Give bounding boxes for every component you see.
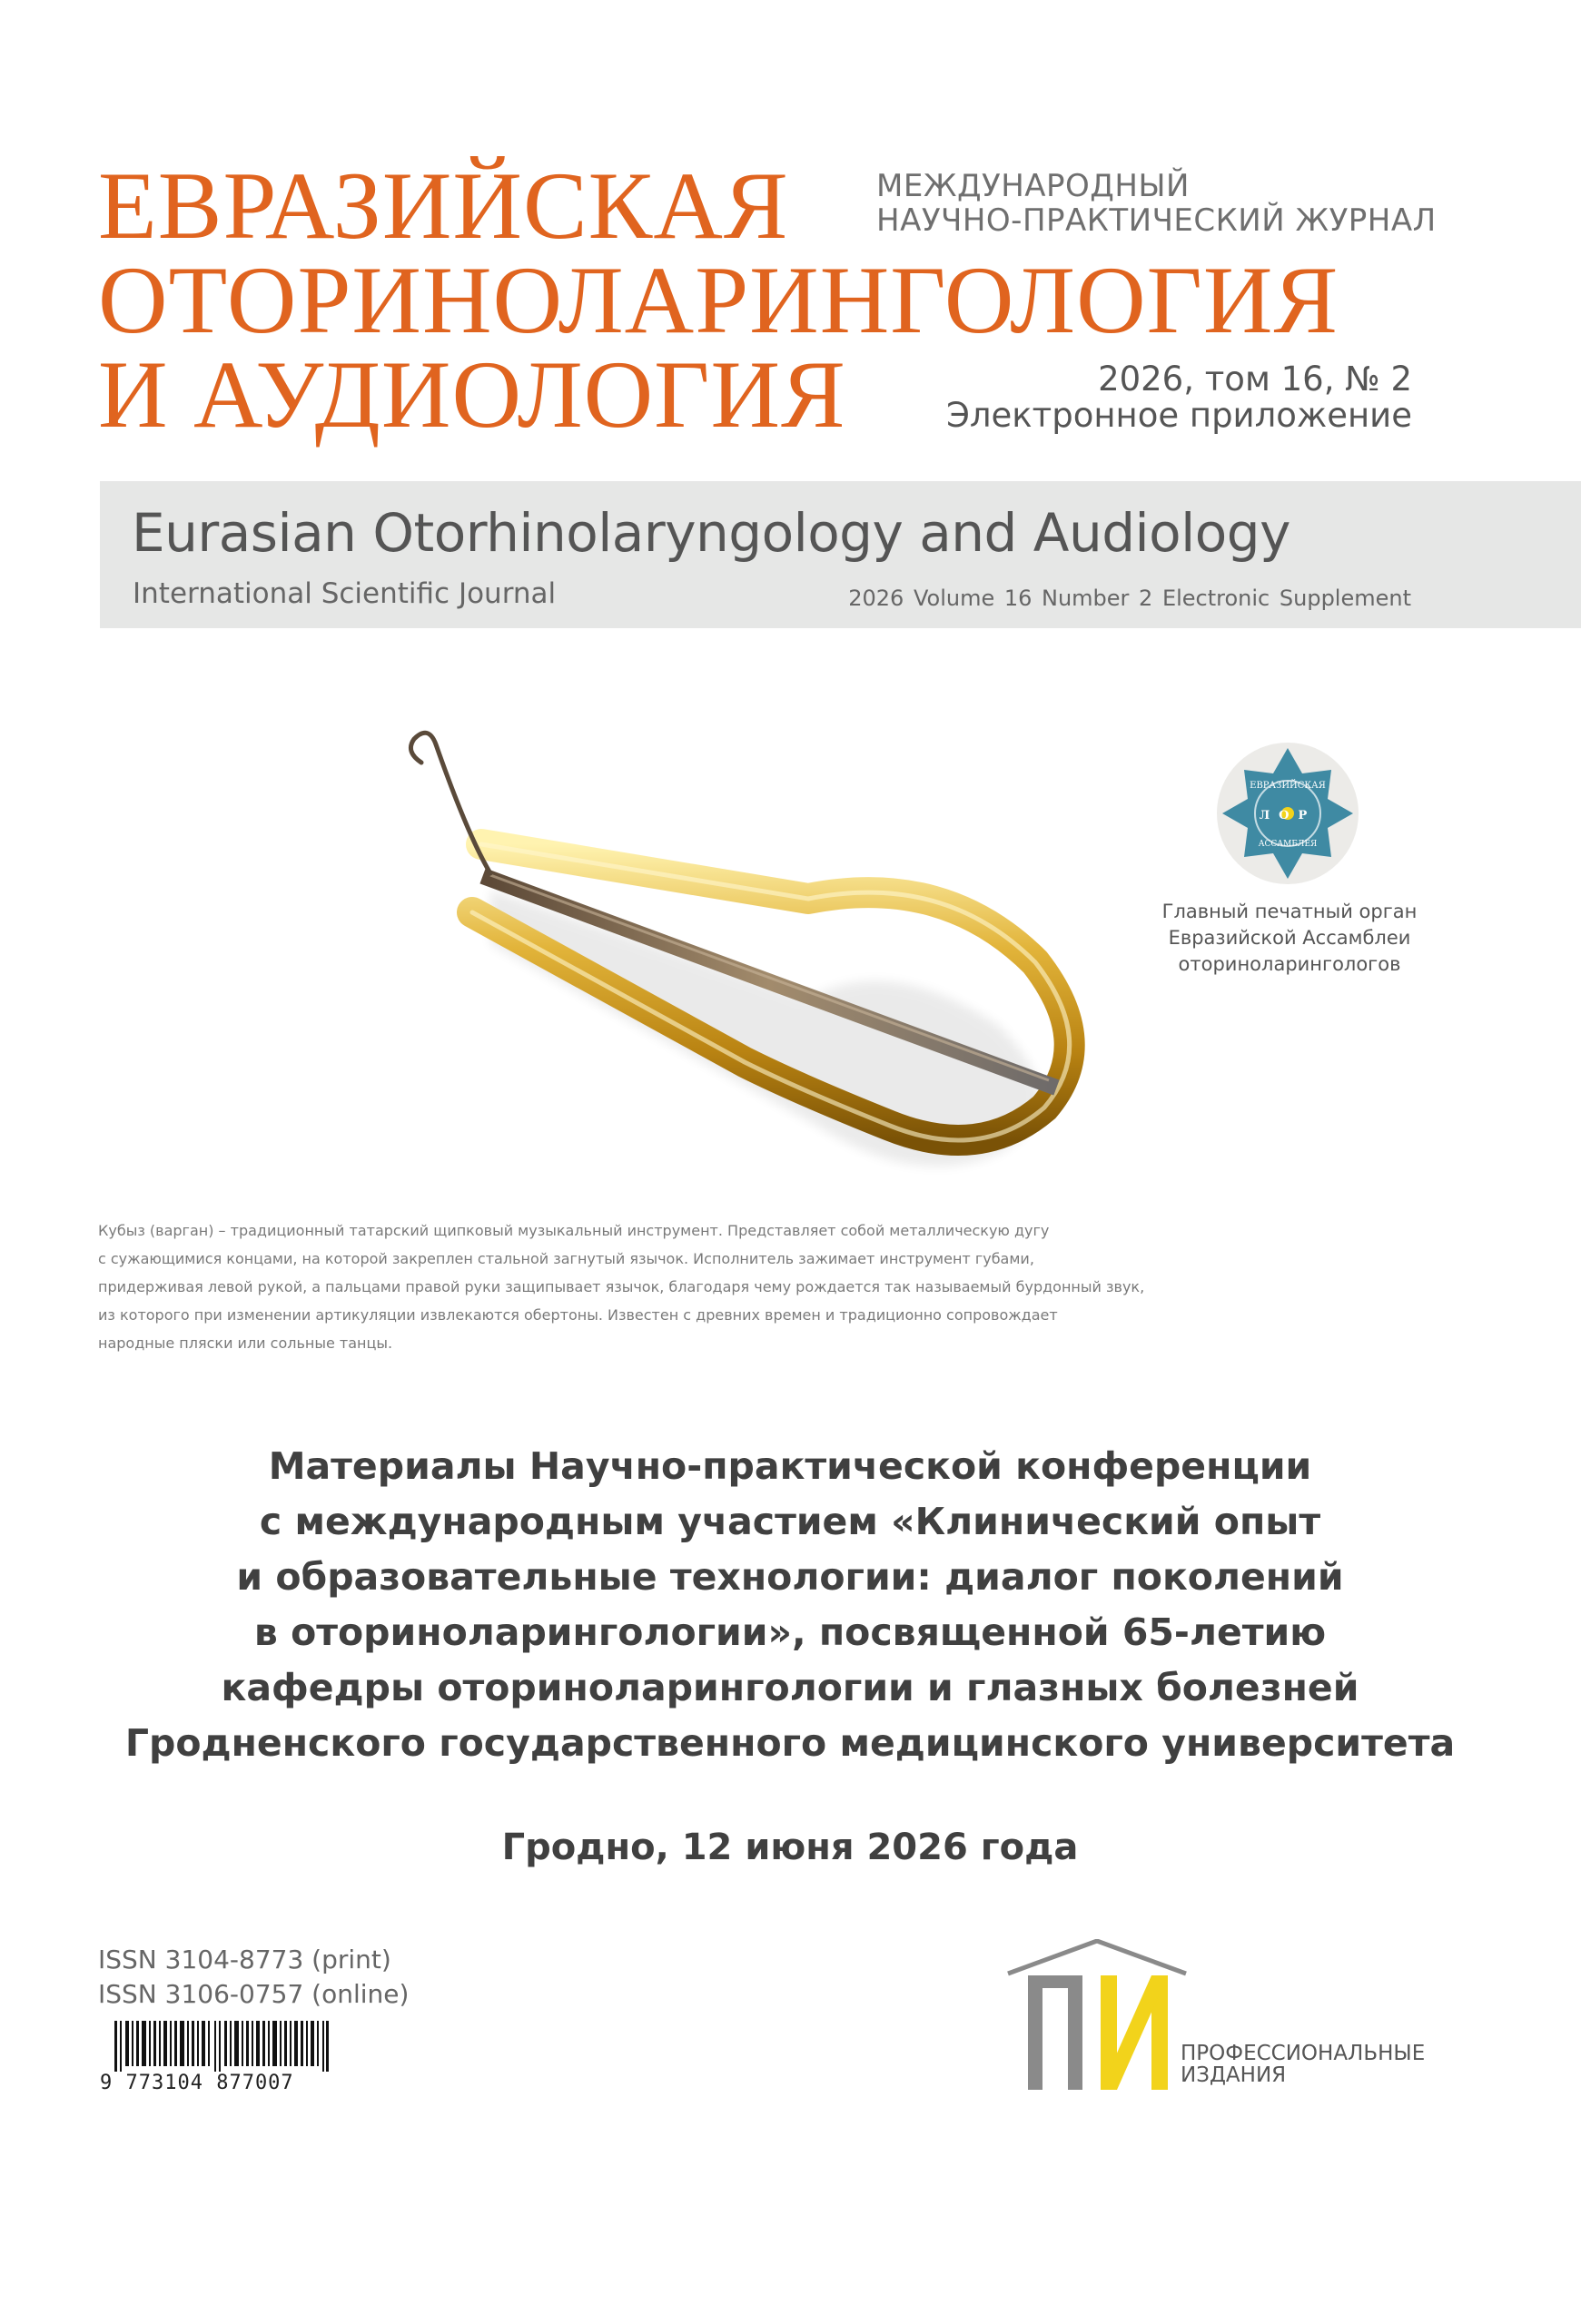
conference-title-line-1: Материалы Научно-практической конференции xyxy=(268,1444,1312,1488)
journal-subtitle-ru-line-2: НАУЧНО-ПРАКТИЧЕСКИЙ ЖУРНАЛ xyxy=(876,202,1437,239)
publisher-name-line-2: ИЗДАНИЯ xyxy=(1181,2063,1287,2087)
image-caption-line-1: Кубыз (варган) – традиционный татарский щипковый музыкальный инструмент. Представляет собой металлическую дугу xyxy=(98,1222,1050,1239)
conference-title-line-4: в оториноларингологии», посвященной 65-летию xyxy=(253,1610,1327,1654)
emblem-caption-line-2: Евразийской Ассамблеи xyxy=(1168,927,1411,949)
emblem-center-text: ЛОР xyxy=(1259,809,1317,822)
emblem-bottom-text: АССАМБЛЕЯ xyxy=(1258,840,1318,849)
issue-info-ru xyxy=(849,361,1412,434)
image-caption-line-4: из которого при изменении артикуляции извлекаются обертоны. Известен с древних времен и традиционно сопровождает xyxy=(98,1306,1058,1324)
image-caption-line-3: придерживая левой рукой, а пальцами правой руки защипывает язычок, благодаря чему рождается так называемый бурдонный звук, xyxy=(98,1278,1145,1295)
journal-title-ru-line-3: И АУДИОЛОГИЯ xyxy=(98,341,846,448)
issue-info-ru-line-1: 2026, том 16, № 2 xyxy=(1098,359,1412,399)
image-caption-line-2: с сужающимися концами, на которой закреплен стальной загнутый язычок. Исполнитель зажимает инструмент губами, xyxy=(98,1250,1034,1267)
barcode-number: 9 773104 877007 xyxy=(100,2072,294,2094)
conference-title-line-6: Гродненского государственного медицинского университета xyxy=(124,1721,1456,1765)
issn-print: ISSN 3104-8773 (print) xyxy=(98,1945,391,1974)
publisher-logo xyxy=(1006,1939,1188,2093)
journal-subtitle-en: International Scientific Journal xyxy=(133,577,557,610)
conference-title-line-3: и образовательные технологии: диалог поколений xyxy=(236,1555,1344,1599)
emblem-caption-line-3: оториноларингологов xyxy=(1178,953,1401,975)
conference-title-line-2: с международным участием «Клинический опыт xyxy=(259,1500,1321,1543)
conference-title-line-5: кафедры оториноларингологии и глазных болезней xyxy=(221,1666,1359,1709)
publisher-logo-letters: ПИ xyxy=(1006,1939,1008,1940)
issue-info-en: 2026 Volume 16 Number 2 Electronic Supplement xyxy=(848,586,1411,611)
issue-info-ru-line-2: Электронное приложение xyxy=(946,396,1412,435)
jaw-harp-image xyxy=(381,726,1135,1198)
emblem-caption xyxy=(1135,899,1444,978)
image-caption xyxy=(98,1216,1145,1357)
journal-subtitle-ru xyxy=(876,169,1439,238)
journal-title-en: Eurasian Otorhinolaryngology and Audiology xyxy=(132,502,1290,564)
conference-place-date: Гродно, 12 июня 2026 года xyxy=(501,1827,1079,1868)
image-caption-line-5: народные пляски или сольные танцы. xyxy=(98,1334,393,1352)
journal-subtitle-ru-line-1: МЕЖДУНАРОДНЫЙ xyxy=(876,168,1190,204)
issn-block xyxy=(98,1943,461,2012)
publisher-name-line-1: ПРОФЕССИОНАЛЬНЫЕ xyxy=(1181,2042,1426,2065)
journal-title-ru-line-2: ОТОРИНОЛАРИНГОЛОГИЯ xyxy=(98,247,1339,353)
publisher-name xyxy=(1181,2043,1453,2086)
emblem-caption-line-1: Главный печатный орган xyxy=(1161,901,1418,922)
barcode-icon xyxy=(114,2021,329,2072)
eurasian-assembly-emblem xyxy=(1215,741,1360,886)
emblem-arc-text: ЕВРАЗИЙСКАЯ xyxy=(1250,781,1326,791)
conference-title xyxy=(91,1439,1489,1771)
issn-online: ISSN 3106-0757 (online) xyxy=(98,1979,410,2009)
journal-title-ru-line-1: ЕВРАЗИЙСКАЯ xyxy=(98,153,789,259)
